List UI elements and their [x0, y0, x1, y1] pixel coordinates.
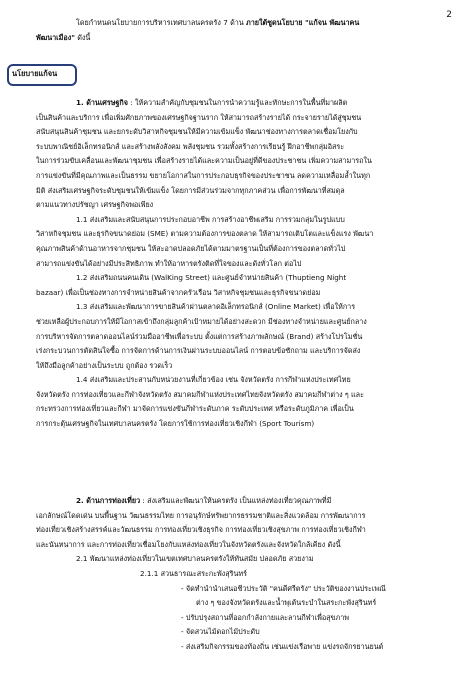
- item-1-4-line: การกระตุ้นเศรษฐกิจในเทศบาลนครตรัง โดยการใช้การท่องเที่ยวเชิงกีฬา (Sport Tourism): [36, 419, 315, 429]
- item-1-1-line: สามารถแข่งขันได้อย่างมีประสิทธิภาพ ทำให้อาหารตรังติดที่ใจของและดังทั่วโลก ต่อไป: [36, 258, 302, 268]
- section-2-heading: 2. ด้านการท่องเที่ยว: [76, 496, 141, 505]
- item-1-3-line: ช่วยเหลือผู้ประกอบการให้มีโอกาสเข้าถึงกลุ่มลูกค้าเป้าหมายได้อย่างสะดวก มีช่องทางจำหน่ายและศูนย์กลาง: [36, 316, 367, 326]
- item-1-3-line: 1.3 ส่งเสริมและพัฒนาการขายสินค้าผ่านตลาดอิเล็กทรอนิกส์ (Online Market) เพื่อให้การ: [76, 302, 356, 312]
- bullet-item: ต่าง ๆ ของจังหวัดตรังและน้ำพุเต้นระบำในสระกะพังสุรินทร์: [196, 598, 377, 608]
- item-2-1: 2.1 พัฒนาแหล่งท่องเที่ยวในเขตเทศบาลนครตรังให้ทันสมัย ปลอดภัย สวยงาม: [76, 554, 314, 564]
- page-number: 2: [446, 10, 452, 20]
- item-1-1-line: คุณภาพสินค้าด้านอาหารจากชุมชน ให้สะอาดปลอดภัยได้ตามมาตรฐานเป็นที่ต้องการของตลาดทั่วไป: [36, 243, 346, 253]
- item-1-3-line: ให้ถึงมือลูกค้าอย่างเป็นระบบ ถูกต้อง รวดเร็ว: [36, 360, 173, 370]
- section-1-line-0: : ให้ความสำคัญกับชุมชนในการนำความรู้และทักษะการในพื้นที่มาผลิต: [128, 98, 348, 107]
- policy-box-label: นโยบายแก้จน: [12, 69, 58, 78]
- item-1-2-line: bazaar) เพื่อเป็นช่องทางการจำหน่ายสินค้าจากครัวเรือน วิสาหกิจชุมชนและธุรกิจขนาดย่อม: [36, 287, 321, 297]
- intro-paragraph: [36, 16, 434, 45]
- section-2-line: เอกลักษณ์โดดเด่น บนพื้นฐาน วัฒนธรรมไทย การอนุรักษ์ทรัพยากรธรรมชาติและสิ่งแวดล้อม การพัฒนาการ: [36, 510, 366, 520]
- section-1-heading: 1. ด้านเศรษฐกิจ: [76, 98, 128, 107]
- section-tourism: [36, 494, 434, 655]
- item-1-3-line: เร่งกระบวนการตัดสินใจซื้อ การจัดการด้านการเงินผ่านระบบออนไลน์ การตอบข้อซักถาม และบริการจัดส่ง: [36, 346, 361, 356]
- section-2-line-0: : ส่งเสริมและพัฒนาให้นครตรัง เป็นแหล่งท่องเที่ยวคุณภาพที่มี: [140, 496, 332, 505]
- item-1-4-line: 1.4 ส่งเสริมและประสานกับหน่วยงานที่เกี่ยวข้อง เช่น จังหวัดตรัง การกีฬาแห่งประเทศไทย: [76, 375, 351, 385]
- section-1-line: มิติ ส่งเสริมเศรษฐกิจระดับชุมชนให้เข้มแข็ง โดยการมีส่วนร่วมจากทุกภาคส่วน เพื่อการพัฒนาที่สมดุล: [36, 185, 345, 195]
- section-1-line: เป็นสินค้าและบริการ เพื่อเพิ่มศักยภาพของเศรษฐกิจฐานราก ให้สามารถสร้างรายได้ กระจายรายได้สู่ชุมชน: [36, 112, 362, 122]
- bullet-item: - จัดสวนไม้ดอกไม้ประดับ: [181, 627, 260, 637]
- item-1-2-line: 1.2 ส่งเสริมถนนคนเดิน (WalKing Street) และศูนย์จำหน่ายสินค้า (Thuptieng Night: [76, 273, 347, 283]
- intro-text-2: ดังนี้: [74, 32, 91, 42]
- section-2-line: และนันทนาการ และการท่องเที่ยวเชื่อมโยงกับแหล่งท่องเที่ยวในจังหวัดตรังและจังหวัดใกล้เคียง ดังนี้: [36, 539, 341, 549]
- item-1-1-line: วิสาหกิจชุมชน และธุรกิจขนาดย่อม (SME) ตามความต้องการของตลาด ให้สามารถเติบโตและแข็งแรง พัฒนา: [36, 229, 374, 239]
- intro-text: โดยกำหนดนโยบายการบริหารเทศบาลนครตรัง 7 ด้าน: [76, 18, 246, 27]
- section-1-line: ในการร่วมขับเคลื่อนและพัฒนาชุมชน เพื่อสร้างรายได้และความเป็นอยู่ที่ดีของประชาชน เพิ่มความสามารถใน: [36, 156, 372, 166]
- section-1-line: สนับสนุนสินค้าชุมชน และยกระดับวิสาหกิจชุมชนให้มีความเข้มแข็ง พัฒนาช่องทางการตลาดเชื่อมโยงกับ: [36, 127, 358, 137]
- item-1-4-line: จังหวัดตรัง การท่องเที่ยวและกีฬาจังหวัดตรัง สมาคมกีฬาแห่งประเทศไทยจังหวัดตรัง สมาคมกีฬาต่าง ๆ และ: [36, 389, 364, 399]
- bullet-item: - ปรับปรุงสถานที่ออกกำลังกายและลานกีฬาเพื่อสุขภาพ: [181, 612, 349, 622]
- section-1-line: การแข่งขันที่มีคุณภาพและเป็นธรรม ขยายโอกาสในการประกอบธุรกิจของประชาชน ลดความเหลื่อมล้ำในทุก: [36, 170, 371, 180]
- intro-bold-text-2: พัฒนาเมือง": [36, 32, 75, 42]
- item-1-3-line: การบริหารจัดการตลาดออนไลน์ร่วมมืออาชีพเพื่อระบบ ตั้งแต่การสร้างภาพลักษณ์ (Brand) สร้างโปรโมชั่น: [36, 331, 363, 341]
- section-1-line: ระบบพาณิชย์อิเล็กทรอนิกส์ และสร้างพลังสังคม พลังชุมชน รวมทั้งสร้างการเรียนรู้ ฝึกอาชีพกลุ่มอิสระ: [36, 141, 345, 151]
- item-1-4-line: กระทรวงการท่องเที่ยวและกีฬา มาจัดการแข่งขันกีฬาระดับภาค ระดับประเทศ หรือระดับภูมิภาค เพื่อเป็น: [36, 404, 354, 414]
- section-2-line: ท่องเที่ยวเชิงสร้างสรรค์และวัฒนธรรม การท่องเที่ยวเชิงธุรกิจ การท่องเที่ยวเชิงสุขภาพ การท่องเที่ยวเชิงกีฬา: [36, 525, 366, 535]
- item-1-1-line: 1.1 ส่งเสริมและสนับสนุนการประกอบอาชีพ การสร้างอาชีพเสริม การรวมกลุ่มในรูปแบบ: [76, 214, 345, 224]
- bullet-item: - จัดทำนำนำเสนอชีวประวัติ "คนดีศรีตรัง" ประวัติของงานประเพณี: [181, 583, 386, 593]
- section-economy: [36, 96, 434, 432]
- section-1-line: ตามแนวทางปรัชญา เศรษฐกิจพอเพียง: [36, 200, 154, 210]
- bullet-item: - ส่งเสริมกิจกรรมของท้องถิ่น เช่นแข่งเรือพาย แข่งรถจักรยานยนต์: [181, 641, 384, 651]
- intro-bold-text: ภายใต้ชูดนโยบาย "แก้จน พัฒนาคน: [245, 18, 360, 27]
- item-2-1-1: 2.1.1 สวนธารณะสระกะพังสุรินทร์: [140, 568, 248, 578]
